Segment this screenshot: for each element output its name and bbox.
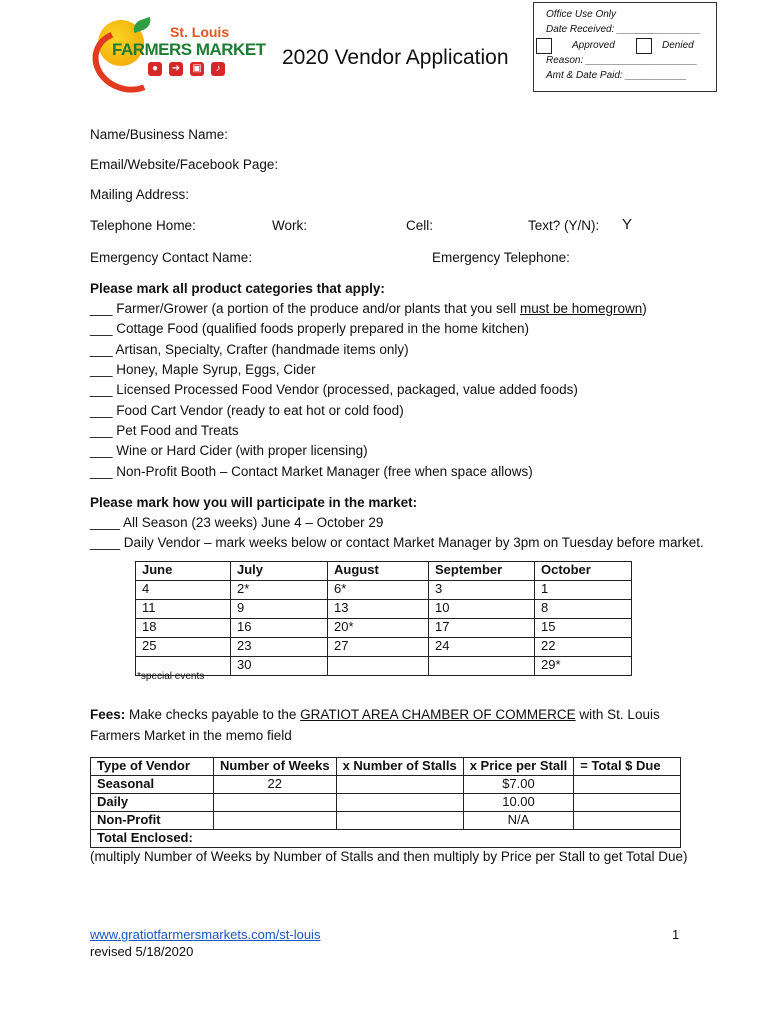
special-events-note: *special events — [137, 671, 205, 682]
text-label: Text? (Y/N): — [528, 218, 600, 233]
stalls-cell[interactable] — [336, 812, 463, 830]
music-icon: ♪ — [211, 62, 225, 76]
fees-table — [90, 757, 681, 848]
table-row — [91, 794, 681, 812]
week-cell[interactable]: 20* — [328, 619, 429, 638]
market-weeks-table — [135, 561, 632, 676]
approved-label: Approved — [572, 40, 615, 51]
total-cell[interactable] — [574, 812, 681, 830]
category-item: ___ Pet Food and Treats — [90, 423, 239, 438]
category-item: ___ Licensed Processed Food Vendor (processed, packaged, value added foods) — [90, 382, 578, 397]
column-header: Number of Weeks — [214, 758, 337, 776]
table-row — [136, 638, 632, 657]
apple-icon: ● — [148, 62, 162, 76]
price-cell: $7.00 — [463, 776, 574, 794]
week-cell[interactable]: 24 — [429, 638, 535, 657]
week-cell[interactable]: 13 — [328, 600, 429, 619]
text-value[interactable]: Y — [622, 216, 633, 233]
week-cell[interactable]: 25 — [136, 638, 231, 657]
office-heading: Office Use Only — [546, 9, 617, 20]
telephone-home-label: Telephone Home: — [90, 218, 196, 233]
table-row — [136, 600, 632, 619]
farmers-market-logo — [92, 18, 266, 84]
logo-arc — [84, 20, 173, 103]
week-cell[interactable]: 2* — [231, 581, 328, 600]
week-cell[interactable]: 27 — [328, 638, 429, 657]
carrot-icon: ➜ — [169, 62, 183, 76]
total-cell[interactable] — [574, 794, 681, 812]
bread-icon: ▣ — [190, 62, 204, 76]
website-link[interactable]: www.gratiotfarmersmarkets.com/st-louis — [90, 927, 321, 942]
column-header: Type of Vendor — [91, 758, 214, 776]
week-cell[interactable]: 15 — [535, 619, 632, 638]
week-cell[interactable]: 3 — [429, 581, 535, 600]
fees-instructions-line2: Farmers Market in the memo field — [90, 728, 292, 743]
all-season-option: ____ All Season (23 weeks) June 4 – October 29 — [90, 515, 384, 530]
work-label: Work: — [272, 218, 308, 233]
logo-farmers-market: FARMERS MARKET — [112, 40, 266, 59]
column-header: = Total $ Due — [574, 758, 681, 776]
category-item: ___ Farmer/Grower (a portion of the produce and/or plants that you sell must be homegrown) — [90, 301, 647, 316]
revision-date: revised 5/18/2020 — [90, 944, 194, 959]
column-header: x Price per Stall — [463, 758, 574, 776]
category-item: ___ Food Cart Vendor (ready to eat hot or cold food) — [90, 403, 404, 418]
office-amt-date: Amt & Date Paid: ___________ — [546, 70, 687, 81]
table-header-row — [91, 758, 681, 776]
week-cell[interactable]: 29* — [535, 657, 632, 676]
price-cell: 10.00 — [463, 794, 574, 812]
office-reason: Reason: ____________________ — [546, 55, 698, 66]
leaf-icon — [131, 17, 153, 33]
week-cell[interactable] — [328, 657, 429, 676]
column-header: September — [429, 562, 535, 581]
week-cell[interactable]: 22 — [535, 638, 632, 657]
weeks-cell[interactable] — [214, 812, 337, 830]
logo-st-louis: St. Louis — [170, 24, 230, 40]
weeks-cell[interactable]: 22 — [214, 776, 337, 794]
column-header: October — [535, 562, 632, 581]
week-cell[interactable]: 4 — [136, 581, 231, 600]
category-item: ___ Non-Profit Booth – Contact Market Manager (free when space allows) — [90, 464, 533, 479]
stalls-cell[interactable] — [336, 776, 463, 794]
week-cell[interactable]: 6* — [328, 581, 429, 600]
page-number: 1 — [672, 927, 680, 942]
email-field-label: Email/Website/Facebook Page: — [90, 157, 279, 172]
stalls-cell[interactable] — [336, 794, 463, 812]
page-title: 2020 Vendor Application — [282, 46, 509, 69]
fees-instructions: Fees: Make checks payable to the GRATIOT AREA CHAMBER OF COMMERCE with St. Louis — [90, 707, 660, 722]
participation-heading: Please mark how you will participate in the market: — [90, 495, 418, 510]
denied-label: Denied — [662, 40, 694, 51]
week-cell[interactable] — [429, 657, 535, 676]
week-cell[interactable]: 17 — [429, 619, 535, 638]
category-item: ___ Artisan, Specialty, Crafter (handmade items only) — [90, 342, 409, 357]
column-header: x Number of Stalls — [336, 758, 463, 776]
table-row — [136, 581, 632, 600]
table-row — [136, 619, 632, 638]
name-field-label: Name/Business Name: — [90, 127, 229, 142]
category-item: ___ Honey, Maple Syrup, Eggs, Cider — [90, 362, 316, 377]
column-header: July — [231, 562, 328, 581]
weeks-cell[interactable] — [214, 794, 337, 812]
week-cell[interactable]: 23 — [231, 638, 328, 657]
total-enclosed-label[interactable]: Total Enclosed: — [91, 830, 681, 848]
vendor-type: Daily — [91, 794, 214, 812]
logo-icons — [148, 62, 225, 76]
approved-checkbox[interactable] — [536, 38, 552, 54]
vendor-type: Seasonal — [91, 776, 214, 794]
week-cell[interactable]: 18 — [136, 619, 231, 638]
table-header-row — [136, 562, 632, 581]
week-cell[interactable]: 8 — [535, 600, 632, 619]
daily-vendor-option: ____ Daily Vendor – mark weeks below or contact Market Manager by 3pm on Tuesday before market. — [90, 535, 704, 550]
office-date-received: Date Received: _______________ — [546, 24, 701, 35]
category-item: ___ Cottage Food (qualified foods properly prepared in the home kitchen) — [90, 321, 530, 336]
office-use-box — [533, 2, 717, 92]
week-cell[interactable]: 9 — [231, 600, 328, 619]
denied-checkbox[interactable] — [636, 38, 652, 54]
vendor-type: Non-Profit — [91, 812, 214, 830]
price-cell: N/A — [463, 812, 574, 830]
mailing-field-label: Mailing Address: — [90, 187, 190, 202]
emergency-telephone-label: Emergency Telephone: — [432, 250, 570, 265]
total-cell[interactable] — [574, 776, 681, 794]
column-header: June — [136, 562, 231, 581]
category-item: ___ Wine or Hard Cider (with proper licensing) — [90, 443, 368, 458]
table-row — [91, 830, 681, 848]
table-row — [91, 812, 681, 830]
column-header: August — [328, 562, 429, 581]
emergency-contact-label: Emergency Contact Name: — [90, 250, 253, 265]
table-row — [91, 776, 681, 794]
week-cell[interactable]: 1 — [535, 581, 632, 600]
cell-label: Cell: — [406, 218, 434, 233]
fees-note: (multiply Number of Weeks by Number of Stalls and then multiply by Price per Stall to get Total Due) — [90, 849, 688, 864]
week-cell[interactable]: 16 — [231, 619, 328, 638]
categories-heading: Please mark all product categories that apply: — [90, 281, 385, 296]
week-cell[interactable]: 11 — [136, 600, 231, 619]
week-cell[interactable]: 10 — [429, 600, 535, 619]
week-cell[interactable]: 30 — [231, 657, 328, 676]
table-row — [136, 657, 632, 676]
